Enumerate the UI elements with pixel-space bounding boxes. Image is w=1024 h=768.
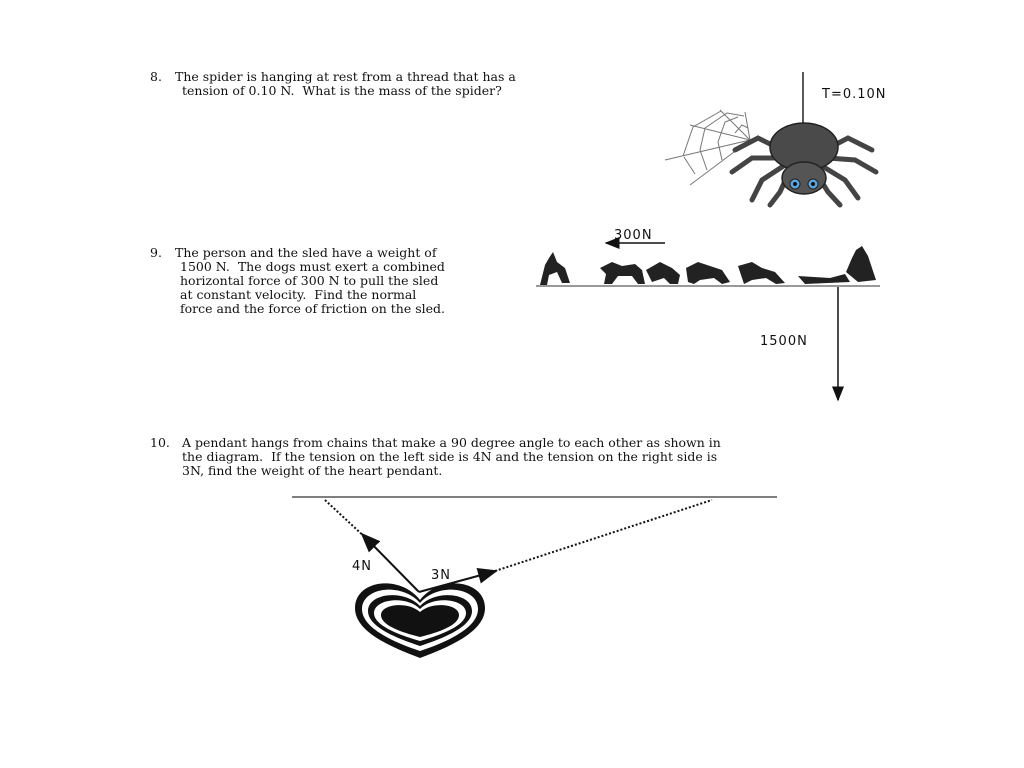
sled-figure (536, 243, 880, 400)
problem-8-line-1: The spider is hanging at rest from a thread that has a (175, 69, 516, 84)
dog-team-silhouette (540, 246, 876, 285)
right-chain (495, 500, 712, 571)
problem-8-line-2: tension of 0.10 N. What is the mass of the spider? (182, 83, 502, 98)
problem-8-number: 8. (150, 69, 162, 84)
problem-10-line-2: the diagram. If the tension on the left side is 4N and the tension on the right side is (182, 449, 718, 464)
problem-9-line-1: The person and the sled have a weight of (175, 245, 437, 260)
right-tension-label: 3N (431, 568, 451, 583)
left-chain (325, 500, 368, 540)
problem-9-number: 9. (150, 245, 162, 260)
spider-tension-label: T=0.10N (822, 87, 887, 102)
pendant-figure (292, 497, 777, 658)
weight-force-label: 1500N (760, 334, 808, 349)
left-tension-label: 4N (352, 559, 372, 574)
spider-head (782, 162, 826, 194)
problem-10-line-1: A pendant hangs from chains that make a 90 degree angle to each other as shown in (182, 435, 721, 450)
problem-9-line-2: 1500 N. The dogs must exert a combined (180, 259, 445, 274)
heart-pendant (355, 583, 485, 658)
problem-10-number: 10. (150, 435, 170, 450)
problem-10-line-3: 3N, find the weight of the heart pendant. (182, 463, 443, 478)
pull-force-label: 300N (614, 228, 653, 243)
problem-9-line-4: at constant velocity. Find the normal (180, 287, 417, 302)
problem-9-line-3: horizontal force of 300 N to pull the sled (180, 273, 439, 288)
problem-9-line-5: force and the force of friction on the sled. (180, 301, 445, 316)
